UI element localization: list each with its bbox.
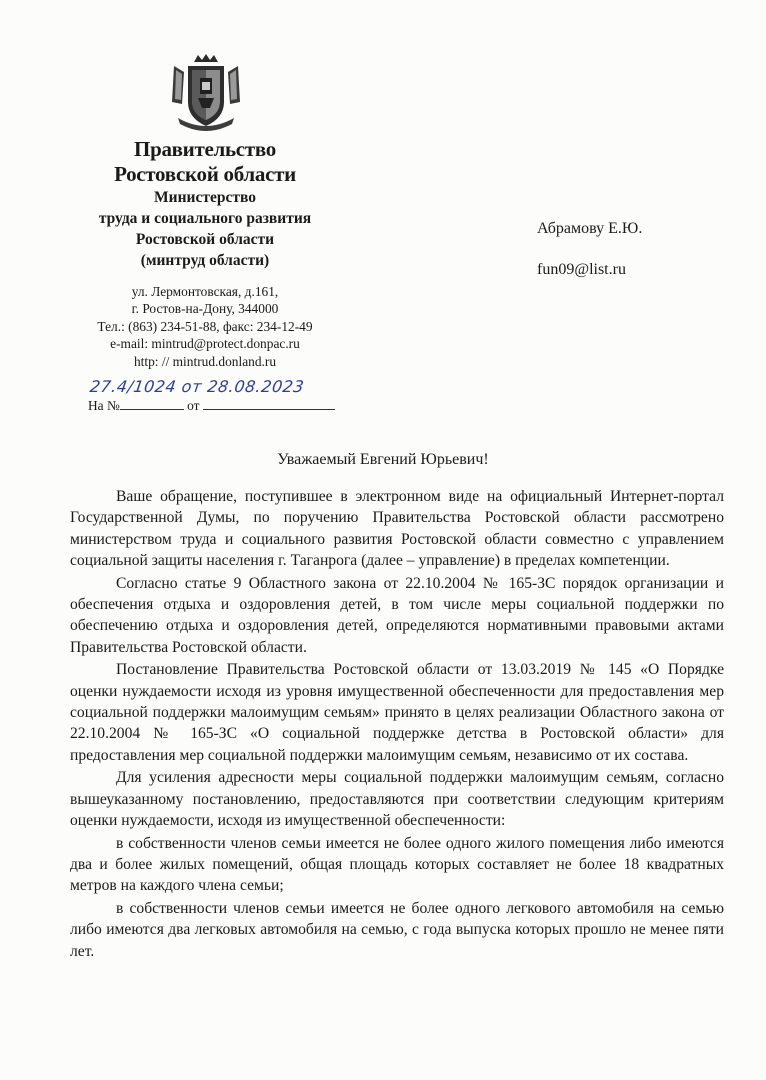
letter-body: [70, 486, 724, 962]
body-paragraph: Для усиления адресности меры социальной поддержки малоимущим семьям, согласно вышеуказанному постановлению, предоставляются при соответствии следующим критериям оценки нуждаемости, исходя из имущественной обеспеченности:: [70, 769, 724, 830]
salutation: Уважаемый Евгений Юрьевич!: [277, 451, 489, 468]
government-title: Правительство Ростовской области: [114, 137, 296, 186]
body-paragraph: Постановление Правительства Ростовской области от 13.03.2019 № 145 «О Порядке оценки нуждаемости исходя из уровня имущественной обеспеченности для предоставления мер социальной поддержки малоимущим семьям» принято в целях реализации Областного закона от 22.10.2004 № 165-ЗС «О социальной поддержке детства в Ростовской области» для предоставления мер социальной поддержки малоимущим семьям, независимо от их состава.: [70, 661, 724, 764]
ministry-contacts: [70, 283, 340, 370]
coat-of-arms-icon: [170, 52, 242, 132]
reference-number: [88, 377, 348, 413]
ministry-email: e-mail: mintrud@protect.donpac.ru: [110, 336, 300, 352]
body-paragraph: Ваше обращение, поступившее в электронном виде на официальный Интернет-портал Государственной Думы, по поручению Правительства Ростовской области рассмотрено министерством труда и социального развития Ростовской области совместно с управлением социальной защиты населения г. Таганрога (далее – управление) в пределах компетенции.: [70, 488, 724, 570]
ministry-website: http: // mintrud.donland.ru: [133, 353, 277, 369]
reference-printed-line: На № от: [88, 396, 335, 414]
body-paragraph: в собственности членов семьи имеется не более одного жилого помещения либо имеются два и более жилых помещений, общая площадь которых составляет не более 18 квадратных метров на каждого члена семьи;: [70, 834, 724, 895]
body-paragraph: Согласно статье 9 Областного закона от 22.10.2004 № 165-ЗС порядок организации и обеспечения отдыха и оздоровления детей, в том числе меры социальной поддержки по обеспечению отдыха и оздоровления детей, определяются нормативными правовыми актами Правительства Ростовской области.: [70, 574, 724, 656]
handwritten-reference: 27.4/1024 от 28.08.2023: [88, 377, 306, 396]
addressee-name: Абрамову Е.Ю.: [537, 220, 643, 237]
body-paragraph: в собственности членов семьи имеется не более одного легкового автомобиля на семью либо имеются два легковых автомобиля на семью, с года выпуска которых прошло не менее пяти лет.: [70, 899, 724, 960]
ministry-name: Министерство труда и социального развития Ростовской области (минтруд области): [98, 189, 312, 269]
address-city: г. Ростов-на-Дону, 344000: [131, 301, 279, 317]
phone-fax: Тел.: (863) 234-51-88, факс: 234-12-49: [97, 318, 313, 334]
addressee-email: fun09@list.ru: [537, 261, 626, 278]
letterhead: [70, 137, 340, 370]
address-street: ул. Лермонтовская, д.161,: [131, 284, 279, 299]
